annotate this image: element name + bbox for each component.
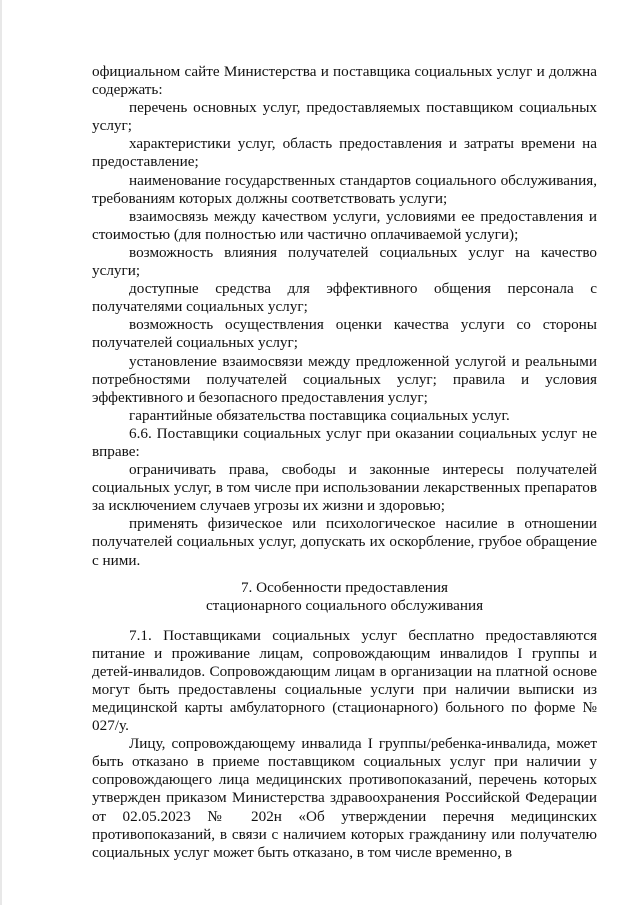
paragraph: ограничивать права, свободы и законные интересы получателей социальных услуг, в том числе при использовании лекарственных препаратов за исключением случаев угрозы их жизни и здоровью;: [92, 461, 597, 515]
scan-edge: [0, 0, 2, 905]
paragraph: возможность влияния получателей социальных услуг на качество услуги;: [92, 243, 597, 280]
paragraph: доступные средства для эффективного общения персонала с получателями социальных услуг;: [92, 280, 597, 316]
paragraph: характеристики услуг, область предоставления и затраты времени на предоставление;: [92, 135, 597, 171]
paragraph: взаимосвязь между качеством услуги, условиями ее предоставления и стоимостью (для полностью или частично оплачиваемой услуги);: [92, 207, 597, 243]
paragraph: установление взаимосвязи между предложенной услугой и реальными потребностями получателей социальных услуг; правила и условия эффективного и безопасного предоставления услуг;: [92, 352, 597, 406]
paragraph: возможность осуществления оценки качества услуги со стороны получателей социальных услуг;: [92, 316, 597, 352]
document-body: [92, 63, 597, 862]
paragraph: 6.6. Поставщики социальных услуг при оказании социальных услуг не вправе:: [92, 424, 597, 460]
paragraph: 7.1. Поставщиками социальных услуг бесплатно предоставляются питание и проживание лицам, сопровождающим инвалидов I группы и детей-инвалидов. Сопровождающим лицам в организации на платной основе могут быть предоставлены социальные услуги при наличии выписки из медицинской карты амбулаторного (стационарного) больного по форме № 027/у.: [92, 626, 597, 735]
paragraph: гарантийные обязательства поставщика социальных услуг.: [129, 406, 510, 424]
section-heading-line: стационарного социального обслуживания: [205, 597, 484, 615]
paragraph: перечень основных услуг, предоставляемых поставщиком социальных услуг;: [92, 99, 597, 135]
paragraph: применять физическое или психологическое насилие в отношении получателей социальных услуг, допускать их оскорбление, грубое обращение с ними.: [92, 515, 597, 569]
paragraph: наименование государственных стандартов социального обслуживания, требованиям которых должны соответствовать услуги;: [92, 171, 597, 207]
section-heading-line: 7. Особенности предоставления: [240, 578, 449, 596]
section-heading: [92, 579, 597, 616]
paragraph: официальном сайте Министерства и поставщика социальных услуг и должна содержать:: [92, 63, 597, 99]
paragraph: Лицу, сопровождающему инвалида I группы/ребенка-инвалида, может быть отказано в приеме поставщиком социальных услуг при наличии у сопровождающего лица медицинских противопоказаний, перечень которых утвержден приказом Министерства здравоохранения Российской Федерации от 02.05.2023 № 202н «Об утверждении перечня медицинских противопоказаний, в связи с наличием которых гражданину или получателю социальных услуг может быть отказано, в том числе временно, в: [92, 735, 597, 861]
